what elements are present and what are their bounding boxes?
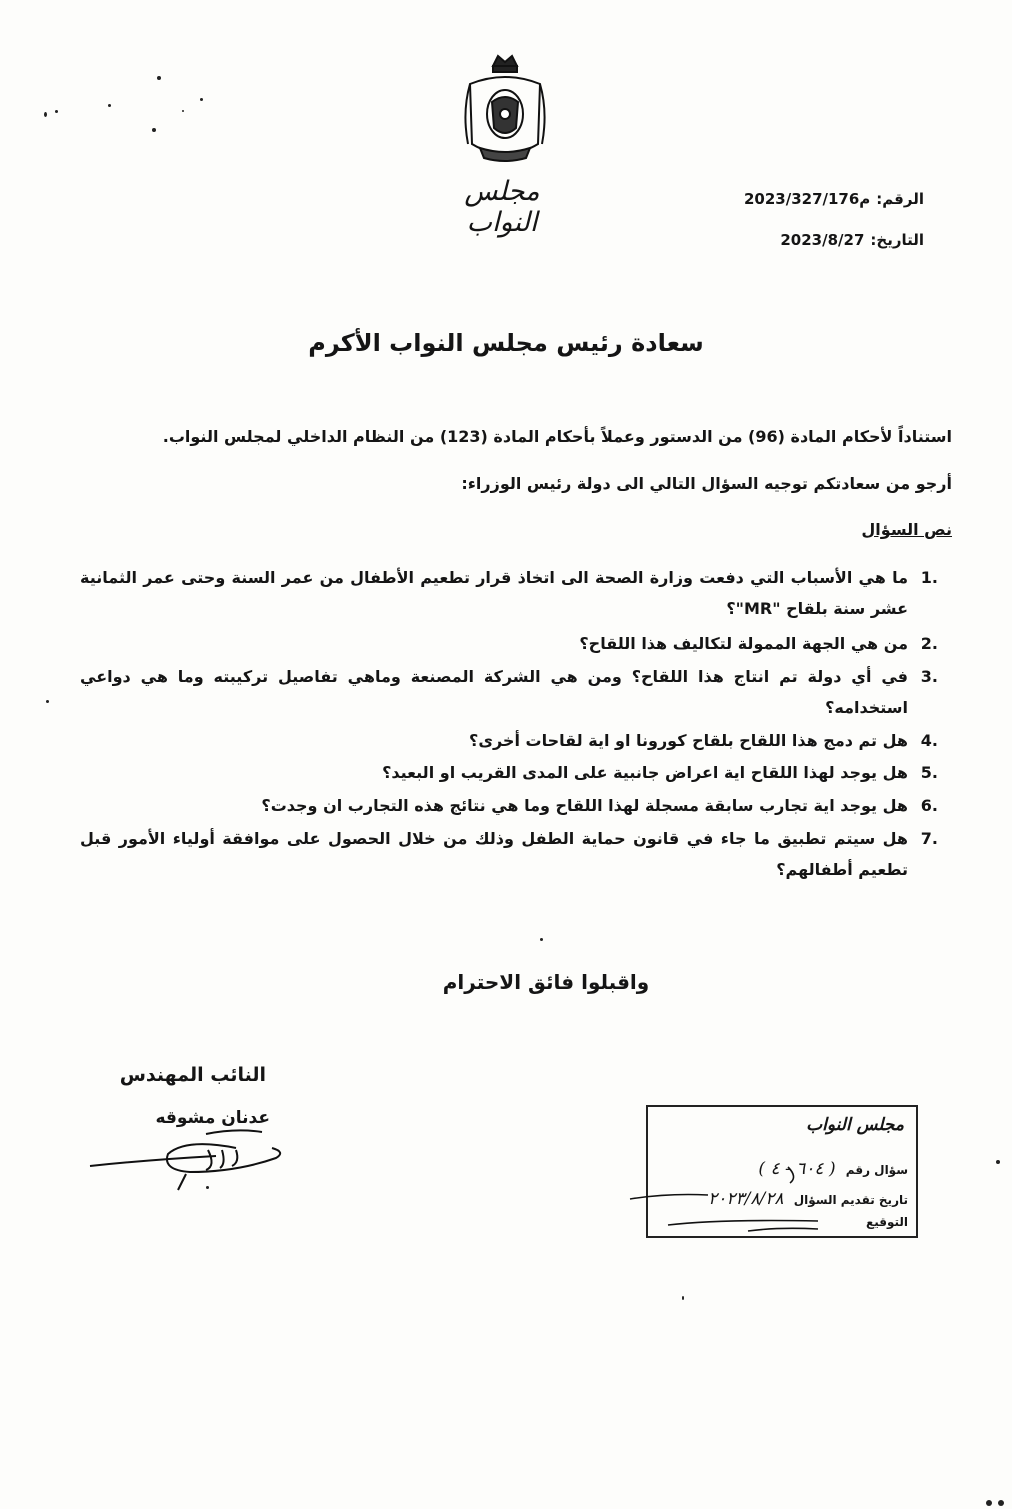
questions-list bbox=[80, 562, 938, 885]
question-text: ما هي الأسباب التي دفعت وزارة الصحة الى اتخاذ قرار تطعيم الأطفال من عمر السنة وحتى عمر الثمانية عشر سنة بلقاح "MR"؟ bbox=[80, 568, 908, 618]
reference-number bbox=[744, 190, 924, 208]
stamp-question-number bbox=[758, 1159, 908, 1179]
stamp-date-value: ٢٠٢٣/٨/٢٨ bbox=[708, 1189, 784, 1209]
question-item bbox=[80, 562, 938, 624]
stamp-signature bbox=[866, 1215, 908, 1229]
question-text: في أي دولة تم انتاج هذا اللقاح؟ ومن هي الشركة المصنعة وماهي تفاصيل تركيبته وما هي دواعي استخدامه؟ bbox=[80, 667, 908, 717]
question-text: هل تم دمج هذا اللقاح بلقاح كورونا او اية لقاحات أخرى؟ bbox=[469, 731, 908, 750]
date-value: 2023/8/27 bbox=[780, 231, 865, 249]
question-number: 4. bbox=[920, 731, 938, 750]
question-item bbox=[80, 790, 938, 821]
coat-of-arms-icon bbox=[460, 52, 550, 170]
question-item bbox=[80, 757, 938, 788]
question-number: 6. bbox=[920, 796, 938, 815]
stamp-date-label: تاريخ تقديم السؤال bbox=[793, 1193, 908, 1207]
scan-speck bbox=[182, 110, 184, 112]
scan-speck bbox=[44, 112, 47, 117]
request-paragraph: أرجو من سعادتكم توجيه السؤال التالي الى دولة رئيس الوزراء: bbox=[461, 474, 952, 493]
stamp-signature-label: التوقيع bbox=[866, 1215, 908, 1229]
letter-date bbox=[780, 231, 924, 249]
salutation: سعادة رئيس مجلس النواب الأكرم bbox=[308, 329, 704, 357]
question-number: 7. bbox=[920, 829, 938, 848]
question-item bbox=[80, 661, 938, 723]
question-text: هل سيتم تطبيق ما جاء في قانون حماية الطفل وذلك من خلال الحصول على موافقة أولياء الأمور قبل تطعيم أطفالهم؟ bbox=[80, 829, 908, 879]
question-item bbox=[80, 628, 938, 659]
date-label: التاريخ: bbox=[870, 231, 924, 249]
reference-value: م2023/327/176 bbox=[743, 190, 871, 208]
question-text: من هي الجهة الممولة لتكاليف هذا اللقاح؟ bbox=[579, 634, 908, 653]
scan-speck bbox=[55, 110, 58, 113]
question-number: 1. bbox=[920, 568, 938, 587]
questions-heading: نص السؤال bbox=[861, 520, 952, 539]
receipt-stamp bbox=[646, 1105, 918, 1238]
scan-speck bbox=[540, 938, 543, 941]
signatory-title: النائب المهندس bbox=[119, 1064, 266, 1086]
scan-speck bbox=[152, 128, 156, 132]
stamp-question-number-label: سؤال رقم bbox=[845, 1163, 908, 1177]
stamp-question-number-value: ( ٦٠٤ - ٤ ) bbox=[758, 1159, 836, 1179]
scan-speck bbox=[998, 1500, 1004, 1506]
handwritten-signature bbox=[86, 1120, 306, 1200]
question-item bbox=[80, 823, 938, 885]
stamp-title: مجلس النواب bbox=[806, 1115, 904, 1135]
scan-speck bbox=[108, 104, 111, 107]
question-item bbox=[80, 725, 938, 756]
parliament-logo-text: مجلس النواب bbox=[464, 176, 540, 238]
scan-speck bbox=[986, 1500, 992, 1506]
question-number: 2. bbox=[920, 634, 938, 653]
closing-line: واقبلوا فائق الاحترام bbox=[442, 970, 650, 994]
stamp-submission-date bbox=[708, 1189, 908, 1209]
question-text: هل يوجد اية تجارب سابقة مسجلة لهذا اللقاح وما هي نتائج هذه التجارب ان وجدت؟ bbox=[261, 796, 908, 815]
scan-speck bbox=[996, 1160, 1000, 1164]
signatory-name: عدنان مشوقه bbox=[155, 1108, 270, 1128]
scan-speck bbox=[682, 1296, 684, 1300]
intro-paragraph: استناداً لأحكام المادة (96) من الدستور وعملاً بأحكام المادة (123) من النظام الداخلي لمجلس النواب. bbox=[162, 427, 952, 446]
scan-speck bbox=[200, 98, 203, 101]
question-number: 3. bbox=[920, 667, 938, 686]
scan-speck bbox=[46, 700, 49, 703]
scan-speck bbox=[206, 1186, 209, 1189]
scan-speck bbox=[157, 76, 161, 80]
question-number: 5. bbox=[920, 763, 938, 782]
question-text: هل يوجد لهذا اللقاح اية اعراض جانبية على المدى القريب او البعيد؟ bbox=[382, 763, 908, 782]
reference-label: الرقم: bbox=[876, 190, 924, 208]
